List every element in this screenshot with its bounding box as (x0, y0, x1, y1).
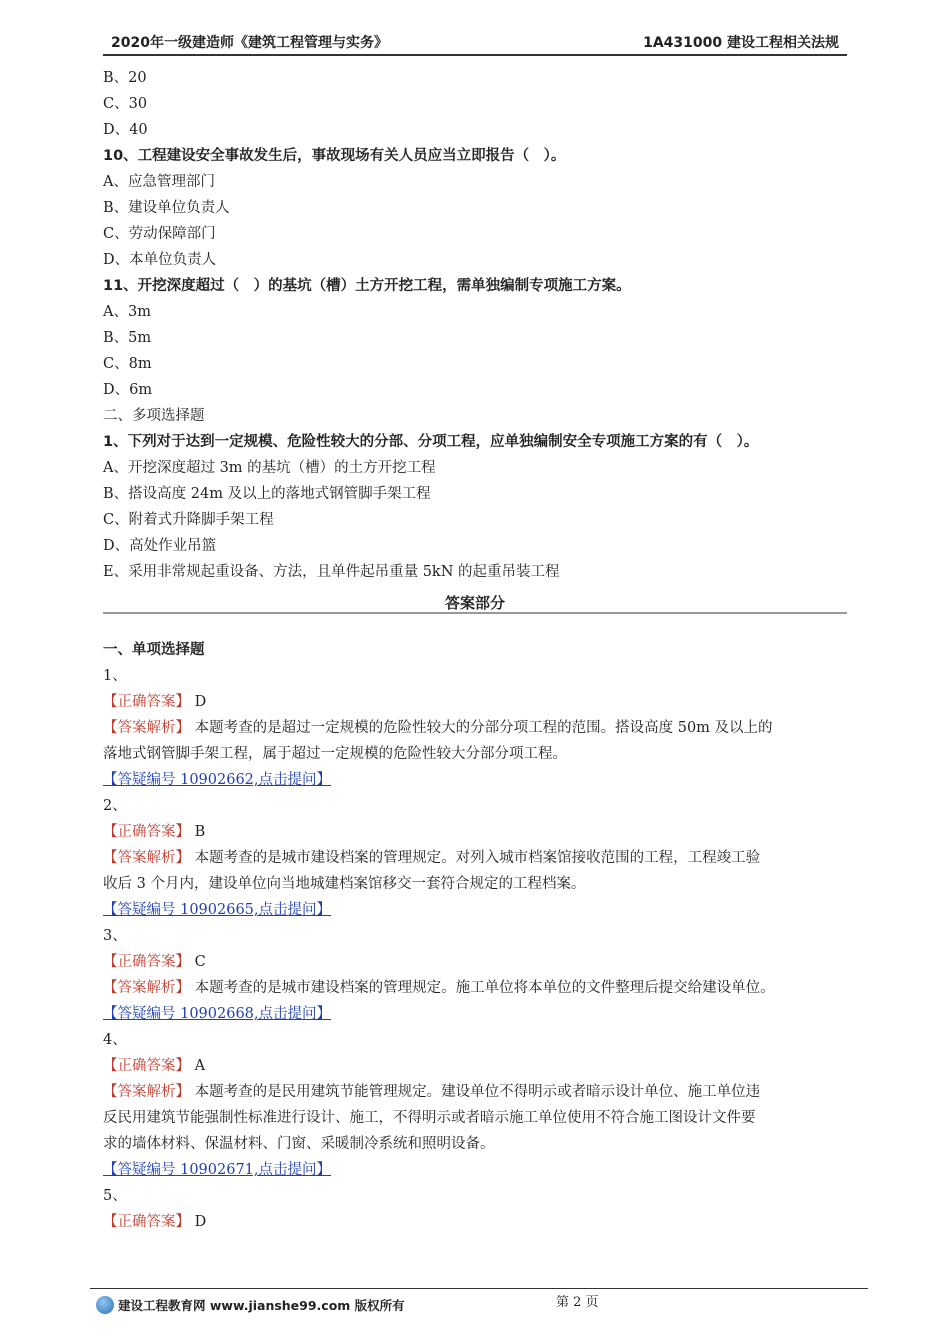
option: B、搭设高度 24m 及以上的落地式钢管脚手架工程 (103, 486, 431, 502)
correct-answer-label: 【正确答案】 (103, 954, 190, 970)
ask-question-link[interactable]: 【答疑编号 10902662,点击提问】 (103, 772, 332, 788)
correct-answer-row (103, 822, 205, 842)
option: B、建设单位负责人 (103, 200, 230, 216)
correct-answer-value: D (194, 1214, 207, 1230)
question-stem: 11、开挖深度超过（ ）的基坑（槽）土方开挖工程，需单独编制专项施工方案。 (103, 278, 631, 294)
answer-number: 5、 (103, 1188, 127, 1204)
option: B、20 (103, 70, 147, 86)
footer-site (96, 1296, 405, 1314)
correct-answer-value: B (194, 824, 206, 840)
correct-answer-row (103, 1212, 206, 1232)
correct-answer-row (103, 1056, 205, 1076)
correct-answer-row (103, 952, 206, 972)
option: C、附着式升降脚手架工程 (103, 512, 274, 528)
option: A、开挖深度超过 3m 的基坑（槽）的土方开挖工程 (103, 460, 436, 476)
footer-divider (90, 1288, 868, 1289)
analysis-text: 落地式钢管脚手架工程，属于超过一定规模的危险性较大分部分项工程。 (103, 746, 567, 762)
option: C、30 (103, 96, 148, 112)
analysis-row (103, 718, 773, 738)
analysis-label: 【答案解析】 (103, 720, 190, 736)
analysis-label: 【答案解析】 (103, 980, 190, 996)
correct-answer-row (103, 692, 206, 712)
page-header (103, 28, 847, 56)
question-stem: 10、工程建设安全事故发生后，事故现场有关人员应当立即报告（ ）。 (103, 148, 566, 164)
option: C、8m (103, 356, 152, 372)
analysis-text: 本题考查的是城市建设档案的管理规定。对列入城市档案馆接收范围的工程，工程竣工验 (194, 850, 761, 866)
analysis-row (103, 978, 775, 998)
analysis-text: 本题考查的是民用建筑节能管理规定。建设单位不得明示或者暗示设计单位、施工单位违 (194, 1084, 761, 1100)
analysis-text: 本题考查的是超过一定规模的危险性较大的分部分项工程的范围。搭设高度 50m 及以上的 (194, 720, 773, 736)
analysis-text: 收后 3 个月内，建设单位向当地城建档案馆移交一套符合规定的工程档案。 (103, 876, 586, 892)
correct-answer-label: 【正确答案】 (103, 1058, 190, 1074)
option: D、40 (103, 122, 148, 138)
footer-site-text: 建设工程教育网 www.jianshe99.com 版权所有 (118, 1298, 405, 1313)
correct-answer-value: C (194, 954, 206, 970)
analysis-label: 【答案解析】 (103, 850, 190, 866)
page-number: 第 2 页 (556, 1295, 599, 1310)
ask-question-link[interactable]: 【答疑编号 10902671,点击提问】 (103, 1162, 332, 1178)
answer-number: 2、 (103, 798, 127, 814)
option: A、应急管理部门 (103, 174, 215, 190)
option: D、本单位负责人 (103, 252, 217, 268)
divider (103, 612, 847, 614)
correct-answer-value: A (194, 1058, 206, 1074)
analysis-row (103, 848, 760, 868)
correct-answer-value: D (194, 694, 207, 710)
correct-answer-label: 【正确答案】 (103, 694, 190, 710)
option: D、6m (103, 382, 153, 398)
header-chapter: 1A431000 建设工程相关法规 (643, 35, 839, 51)
analysis-text: 求的墙体材料、保温材料、门窗、采暖制冷系统和照明设备。 (103, 1136, 495, 1152)
answer-number: 4、 (103, 1032, 127, 1048)
option: E、采用非常规起重设备、方法，且单件起吊重量 5kN 的起重吊装工程 (103, 564, 560, 580)
ask-question-link[interactable]: 【答疑编号 10902665,点击提问】 (103, 902, 332, 918)
correct-answer-label: 【正确答案】 (103, 824, 190, 840)
option: D、高处作业吊篮 (103, 538, 217, 554)
answer-number: 1、 (103, 668, 127, 684)
header-title: 2020年一级建造师《建筑工程管理与实务》 (111, 35, 388, 51)
site-logo-icon (96, 1296, 114, 1314)
analysis-label: 【答案解析】 (103, 1084, 190, 1100)
analysis-text: 反民用建筑节能强制性标准进行设计、施工，不得明示或者暗示施工单位使用不符合施工图设计文件要 (103, 1110, 756, 1126)
question-stem: 1、下列对于达到一定规模、危险性较大的分部、分项工程，应单独编制安全专项施工方案的有（ ）。 (103, 434, 759, 450)
correct-answer-label: 【正确答案】 (103, 1214, 190, 1230)
ask-question-link[interactable]: 【答疑编号 10902668,点击提问】 (103, 1006, 332, 1022)
analysis-text: 本题考查的是城市建设档案的管理规定。施工单位将本单位的文件整理后提交给建设单位。 (194, 980, 775, 996)
answers-section-heading: 一、单项选择题 (103, 642, 205, 658)
option: B、5m (103, 330, 152, 346)
answers-title: 答案部分 (444, 594, 505, 612)
analysis-row (103, 1082, 760, 1102)
answer-number: 3、 (103, 928, 127, 944)
option: A、3m (103, 304, 151, 320)
section-heading: 二、多项选择题 (103, 408, 205, 424)
option: C、劳动保障部门 (103, 226, 216, 242)
